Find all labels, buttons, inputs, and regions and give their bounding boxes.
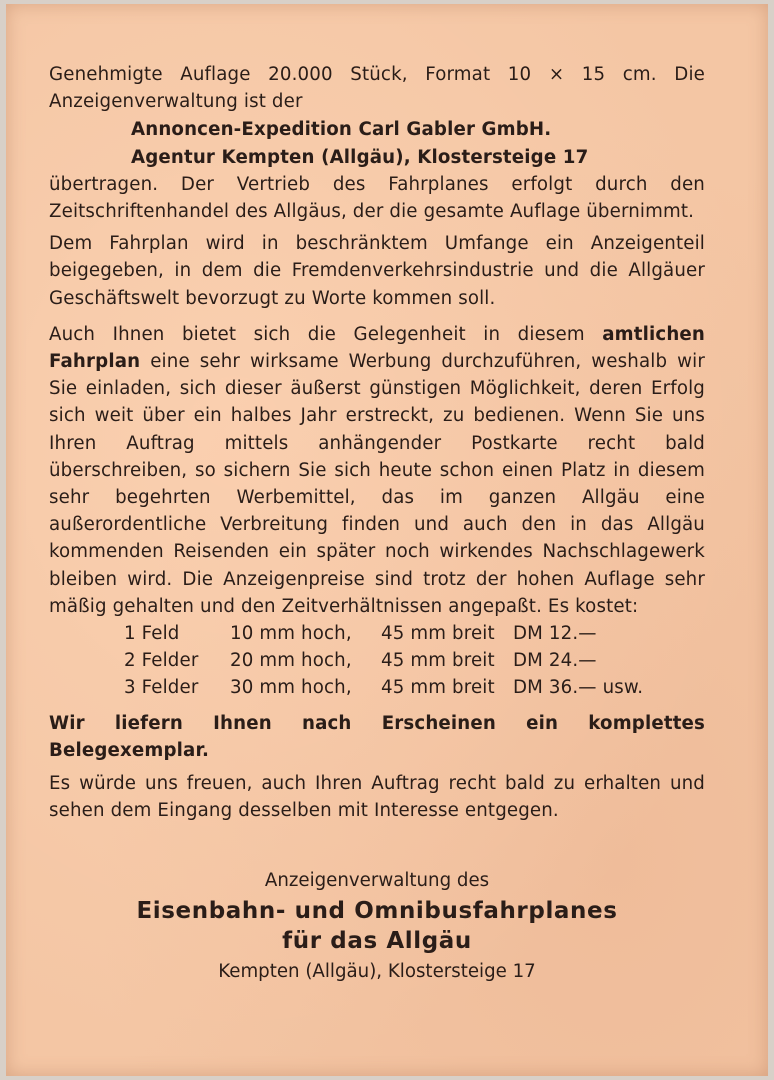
price-width: 45 mm breit <box>381 650 495 672</box>
price-height: 30 mm hoch, <box>230 677 352 699</box>
price-fields: 1 Feld <box>124 623 180 645</box>
price-fields: 3 Felder <box>124 677 199 699</box>
footer-intro: Anzeigenverwaltung des <box>264 870 490 891</box>
price-height: 20 mm hoch, <box>230 650 352 672</box>
price-row <box>124 674 643 701</box>
distribution-text: übertragen. Der Vertrieb des Fahrplanes erfolgt durch den Zeitschriftenhandel des Allgäus, der die gesamte Auflage übernimmt. <box>49 173 705 223</box>
publisher-title: Eisenbahn- und Omnibusfahrplanes <box>136 898 618 924</box>
offer-text-post: eine sehr wirksame Werbung durchzuführen, weshalb wir Sie einladen, sich dieser äußerst günstigen Möglichkeit, deren Erfolg sich weit über ein halbes Jahr erstreckt, zu bedienen. Wenn Sie uns Ihren Auftrag mittels anhängender Postkarte recht bald überschreiben, so sichern Sie sich heute schon einen Platz in diesem sehr begehrten Werbemittel, das im ganzen Allgäu eine außerordentliche Verbreitung finden und auch den in das Allgäu kommenden Reisenden ein später noch wirkendes Nachschlagewerk bleiben wird. Die Anzeigenpreise sind trotz der hohen Auflage sehr mäßig gehalten und den Zeitverhältnissen angepaßt. Es kostet: <box>49 351 705 617</box>
signature-block <box>49 867 705 985</box>
body-text <box>49 61 705 824</box>
publisher-title-region: für das Allgäu <box>282 928 472 954</box>
price-amount: DM 12.— <box>513 623 597 645</box>
company-address: Agentur Kempten (Allgäu), Klostersteige 17 <box>131 146 589 168</box>
price-row <box>124 620 643 647</box>
price-row <box>124 647 643 674</box>
price-table <box>124 620 643 702</box>
price-amount: DM 36.— usw. <box>513 677 644 699</box>
price-amount: DM 24.— <box>513 650 597 672</box>
company-name: Annoncen-Expedition Carl Gabler GmbH. <box>131 119 552 141</box>
advertising-paragraph: Dem Fahrplan wird in beschränktem Umfange ein Anzeigenteil beigegeben, in dem die Fremdenverkehrsindustrie und die Allgäuer Geschäftswelt bevorzugt zu Worte kommen soll. <box>49 233 705 309</box>
offer-paragraph <box>49 321 705 620</box>
offer-text-pre: Auch Ihnen bietet sich die Gelegenheit in diesem <box>49 323 585 345</box>
price-height: 10 mm hoch, <box>230 623 352 645</box>
publisher-address: Kempten (Allgäu), Klostersteige 17 <box>218 961 536 982</box>
price-width: 45 mm breit <box>381 677 495 699</box>
price-width: 45 mm breit <box>381 623 495 645</box>
closing-text: Es würde uns freuen, auch Ihren Auftrag recht bald zu erhalten und sehen dem Eingang desselben mit Interesse entgegen. <box>49 773 705 822</box>
intro-text: Genehmigte Auflage 20.000 Stück, Format 10 × 15 cm. Die Anzeigenverwaltung ist der <box>49 64 705 113</box>
price-fields: 2 Felder <box>124 650 199 672</box>
specimen-copy-note: Wir liefern Ihnen nach Erscheinen ein komplettes Belegexemplar. <box>49 712 705 761</box>
official-timetable-emphasis: amtlichen Fahrplan <box>49 323 705 373</box>
